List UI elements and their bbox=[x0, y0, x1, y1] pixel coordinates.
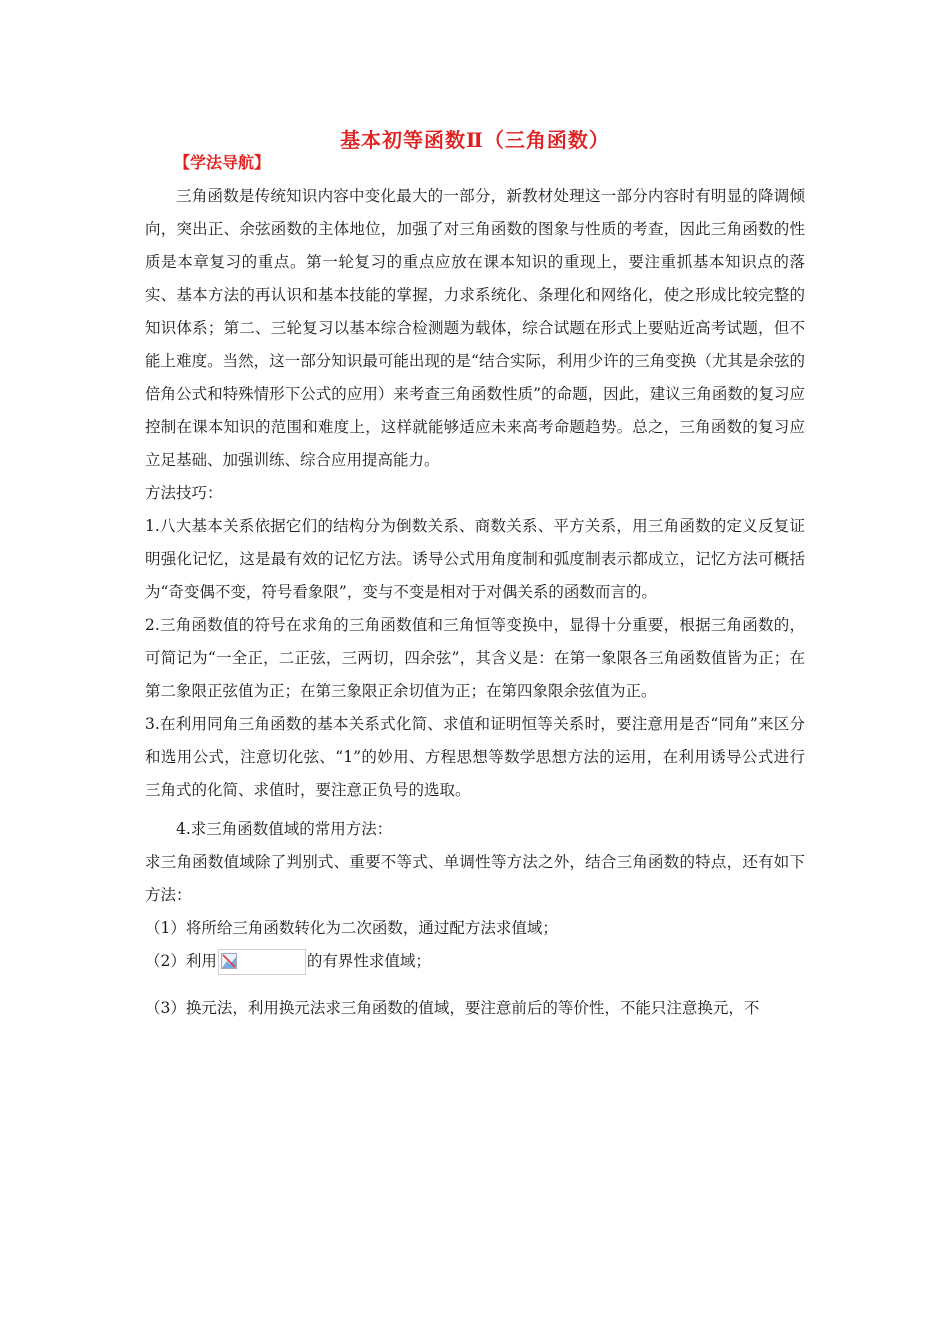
methods-heading: 方法技巧： bbox=[145, 484, 223, 502]
broken-image-icon bbox=[221, 953, 237, 969]
list-item-2-prefix: （2）利用 bbox=[145, 952, 217, 970]
method-1-paragraph: 1.八大基本关系依据它们的结构分为倒数关系、商数关系、平方关系，用三角函数的定义反复证明强化记忆，这是最有效的记忆方法。诱导公式用角度制和弧度制表示都成立，记忆方法可概括为“奇变偶不变，符号看象限”，变与不变是相对于对偶关系的函数而言的。 bbox=[145, 517, 805, 601]
page-title: 基本初等函数Ⅱ（三角函数） bbox=[340, 128, 610, 152]
intro-paragraph: 三角函数是传统知识内容中变化最大的一部分，新教材处理这一部分内容时有明显的降调倾向，突出正、余弦函数的主体地位，加强了对三角函数的图象与性质的考查，因此三角函数的性质是本章复习的重点。第一轮复习的重点应放在课本知识的重现上，要注重抓基本知识点的落实、基本方法的再认识和基本技能的掌握，力求系统化、条理化和网络化，使之形成比较完整的知识体系；第二、三轮复习以基本综合检测题为载体，综合试题在形式上要贴近高考试题，但不能上难度。当然，这一部分知识最可能出现的是“结合实际，利用少许的三角变换（尤其是余弦的倍角公式和特殊情形下公式的应用）来考查三角函数性质”的命题，因此，建议三角函数的复习应控制在课本知识的范围和难度上，这样就能够适应未来高考命题趋势。总之，三角函数的复习应立足基础、加强训练、综合应用提高能力。 bbox=[145, 187, 805, 469]
list-item-2-suffix: 的有界性求值域； bbox=[306, 952, 431, 970]
method-4-paragraph: 求三角函数值域除了判别式、重要不等式、单调性等方法之外，结合三角函数的特点，还有如下方法： bbox=[145, 853, 805, 904]
method-3-paragraph: 3.在利用同角三角函数的基本关系式化简、求值和证明恒等关系时，要注意用是否“同角”来区分和选用公式，注意切化弦、“1”的妙用、方程思想等数学思想方法的运用，在利用诱导公式进行三角式的化简、求值时，要注意正负号的选取。 bbox=[145, 715, 805, 799]
formula-image-placeholder bbox=[218, 949, 306, 975]
section-heading-study-guide: 【学法导航】 bbox=[174, 153, 271, 172]
document-body bbox=[145, 180, 805, 1025]
method-4-heading: 4.求三角函数值域的常用方法： bbox=[176, 820, 393, 838]
method-2-paragraph: 2.三角函数值的符号在求角的三角函数值和三角恒等变换中，显得十分重要，根据三角函数的，可简记为“一全正，二正弦，三两切，四余弦”，其含义是：在第一象限各三角函数值皆为正；在第二象限正弦值为正；在第三象限正余切值为正；在第四象限余弦值为正。 bbox=[145, 616, 805, 700]
list-item-1: （1）将所给三角函数转化为二次函数，通过配方法求值域； bbox=[145, 919, 558, 937]
list-item-3: （3）换元法，利用换元法求三角函数的值域，要注意前后的等价性，不能只注意换元，不 bbox=[145, 999, 760, 1017]
list-item-2 bbox=[145, 945, 805, 978]
